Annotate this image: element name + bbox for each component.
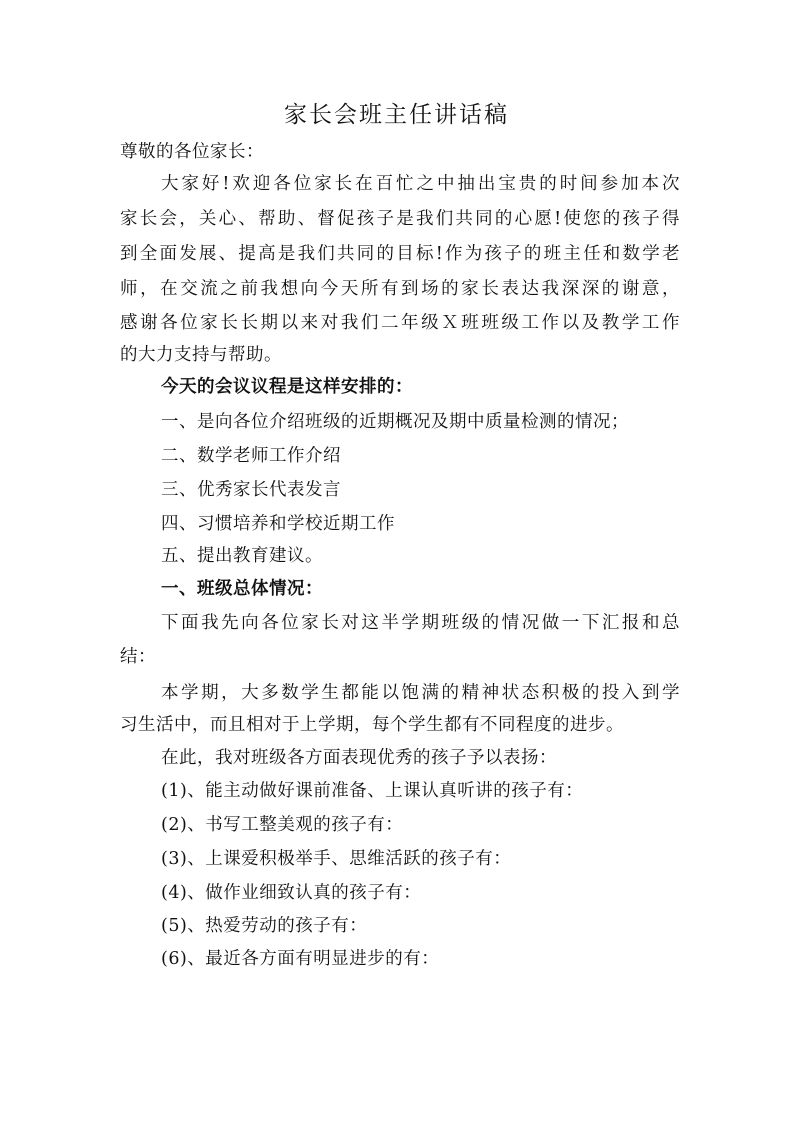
paragraph-line: 到全面发展、提高是我们共同的目标!作为孩子的班主任和数学老 [120,244,680,264]
paragraph-line: 家长会，关心、帮助、督促孩子是我们共同的心愿!使您的孩子得 [120,209,680,229]
agenda-item: 四、习惯培养和学校近期工作 [161,514,395,534]
agenda-heading: 今天的会议议程是这样安排的： [161,377,413,397]
page-title: 家长会班主任讲话稿 [284,102,509,128]
agenda-item: 五、提出教育建议。 [161,546,323,566]
praise-item: (5)、热爱劳动的孩子有： [161,916,368,936]
praise-item: (6)、最近各方面有明显进步的有： [161,949,440,969]
agenda-item: 三、优秀家长代表发言 [161,480,341,500]
agenda-item: 一、是向各位介绍班级的近期概况及期中质量检测的情况； [161,412,629,432]
paragraph-line: 本学期，大多数学生都能以饱满的精神状态积极的投入到学 [161,683,680,703]
praise-intro: 在此，我对班级各方面表现优秀的孩子予以表扬： [161,748,557,768]
praise-item: (2)、书写工整美观的孩子有： [161,815,404,835]
salutation: 尊敬的各位家长： [120,142,264,162]
paragraph-line: 大家好!欢迎各位家长在百忙之中抽出宝贵的时间参加本次 [161,174,680,194]
paragraph-line: 的大力支持与帮助。 [120,345,282,365]
paragraph-line: 师，在交流之前我想向今天所有到场的家长表达我深深的谢意， [120,279,680,299]
praise-item: (1)、能主动做好课前准备、上课认真听讲的孩子有： [161,781,584,801]
paragraph-line: 结： [120,647,156,667]
paragraph-line: 下面我先向各位家长对这半学期班级的情况做一下汇报和总 [161,613,680,633]
section-heading: 一、班级总体情况： [161,579,323,599]
praise-item: (4)、做作业细致认真的孩子有： [161,883,422,903]
paragraph-line: 习生活中，而且相对于上学期，每个学生都有不同程度的进步。 [120,715,624,735]
paragraph-line: 感谢各位家长长期以来对我们二年级Ｘ班班级工作以及教学工作 [120,313,680,333]
praise-item: (3)、上课爱积极举手、思维活跃的孩子有： [161,849,512,869]
agenda-item: 二、数学老师工作介绍 [161,446,341,466]
